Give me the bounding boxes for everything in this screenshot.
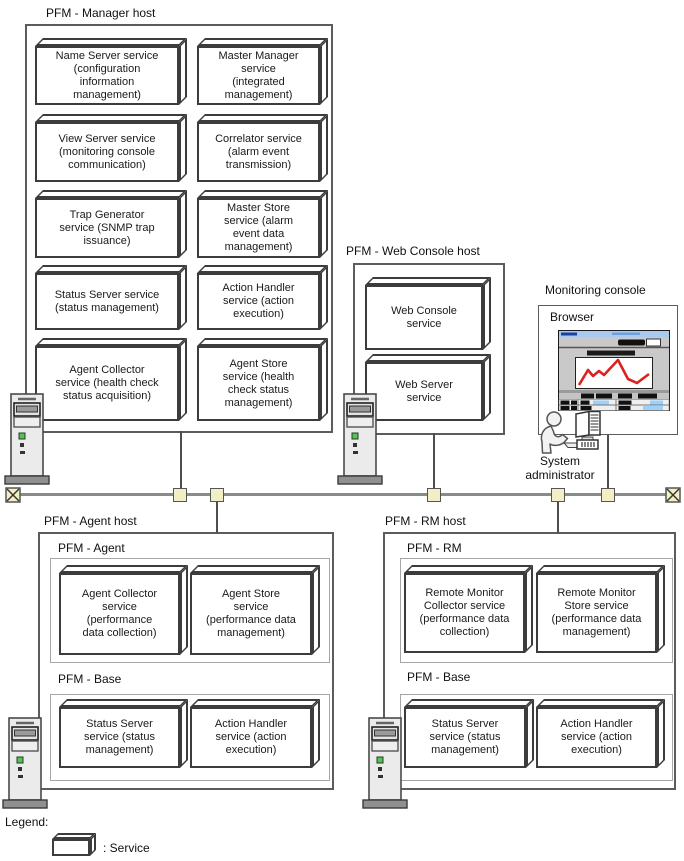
- system-administrator-icon: [520, 408, 602, 455]
- network-connector-agent: [210, 488, 224, 502]
- link-network-to-rm: [557, 501, 559, 533]
- service-box-master-manager: Master Manager service (integrated management): [197, 46, 320, 105]
- server-tower-icon-web-console: [336, 392, 384, 486]
- service-box-agent-collector-mgr: Agent Collector service (health check status acquisition): [35, 346, 179, 421]
- network-terminator-right-icon: [665, 487, 681, 503]
- service-box-trap-generator: Trap Generator service (SNMP trap issuance): [35, 198, 179, 258]
- link-web-console-to-network: [433, 433, 435, 489]
- link-monitoring-to-network: [607, 435, 609, 489]
- service-box-rm-collector: Remote Monitor Collector service (performance data collection): [404, 573, 525, 653]
- network-connector-manager: [173, 488, 187, 502]
- manager-host-label: PFM - Manager host: [46, 6, 156, 20]
- service-box-agent-store-mgr: Agent Store service (health check status management): [197, 346, 320, 421]
- person-body: [541, 426, 567, 453]
- service-box-status-server-agent: Status Server service (status management): [59, 707, 180, 768]
- pfm-agent-group-label: PFM - Agent: [58, 541, 125, 555]
- service-box-rm-store: Remote Monitor Store service (performance data management): [536, 573, 657, 653]
- service-box-master-store: Master Store service (alarm event data management): [197, 198, 320, 258]
- monitoring-console-label: Monitoring console: [545, 283, 646, 297]
- rm-base-group-label: PFM - Base: [407, 670, 471, 684]
- server-tower-icon-agent: [1, 716, 49, 810]
- service-box-action-handler-agent: Action Handler service (action execution): [190, 707, 312, 768]
- legend-service-symbol: [52, 839, 90, 856]
- legend-service-label: : Service: [103, 841, 150, 855]
- network-line: [12, 493, 673, 496]
- service-box-agent-store: Agent Store service (performance data management): [190, 573, 312, 655]
- network-connector-web-console: [427, 488, 441, 502]
- service-box-correlator: Correlator service (alarm event transmission): [197, 122, 320, 182]
- link-network-to-agent: [216, 501, 218, 533]
- browser-label: Browser: [550, 310, 595, 324]
- web-console-host-label: PFM - Web Console host: [346, 244, 480, 258]
- service-box-status-server-rm: Status Server service (status management): [404, 707, 526, 768]
- network-connector-rm: [551, 488, 565, 502]
- legend-label: Legend:: [5, 815, 49, 829]
- service-box-action-handler-rm: Action Handler service (action execution): [536, 707, 657, 768]
- agent-host-label: PFM - Agent host: [44, 514, 137, 528]
- network-terminator-left-icon: [5, 487, 21, 503]
- network-connector-monitoring: [601, 488, 615, 502]
- service-box-agent-collector: Agent Collector service (performance data collection): [59, 573, 180, 655]
- browser-window-icon: [558, 330, 670, 411]
- system-administrator-label: System administrator: [525, 454, 595, 482]
- monitor-screen: [576, 412, 589, 438]
- pfm-rm-group-label: PFM - RM: [407, 541, 462, 555]
- service-box-action-handler-mgr: Action Handler service (action execution): [197, 273, 320, 330]
- rm-host-label: PFM - RM host: [385, 514, 466, 528]
- service-box-view-server: View Server service (monitoring console communication): [35, 122, 179, 182]
- server-tower-icon-rm: [361, 716, 409, 810]
- service-box-web-console: Web Console service: [365, 285, 483, 350]
- service-box-name-server: Name Server service (configuration information management): [35, 46, 179, 105]
- server-tower-icon-manager: [3, 392, 51, 486]
- service-box-status-server-mgr: Status Server service (status management): [35, 273, 179, 330]
- link-manager-to-network: [180, 431, 182, 489]
- agent-base-group-label: PFM - Base: [58, 672, 122, 686]
- service-box-web-server: Web Server service: [365, 362, 483, 421]
